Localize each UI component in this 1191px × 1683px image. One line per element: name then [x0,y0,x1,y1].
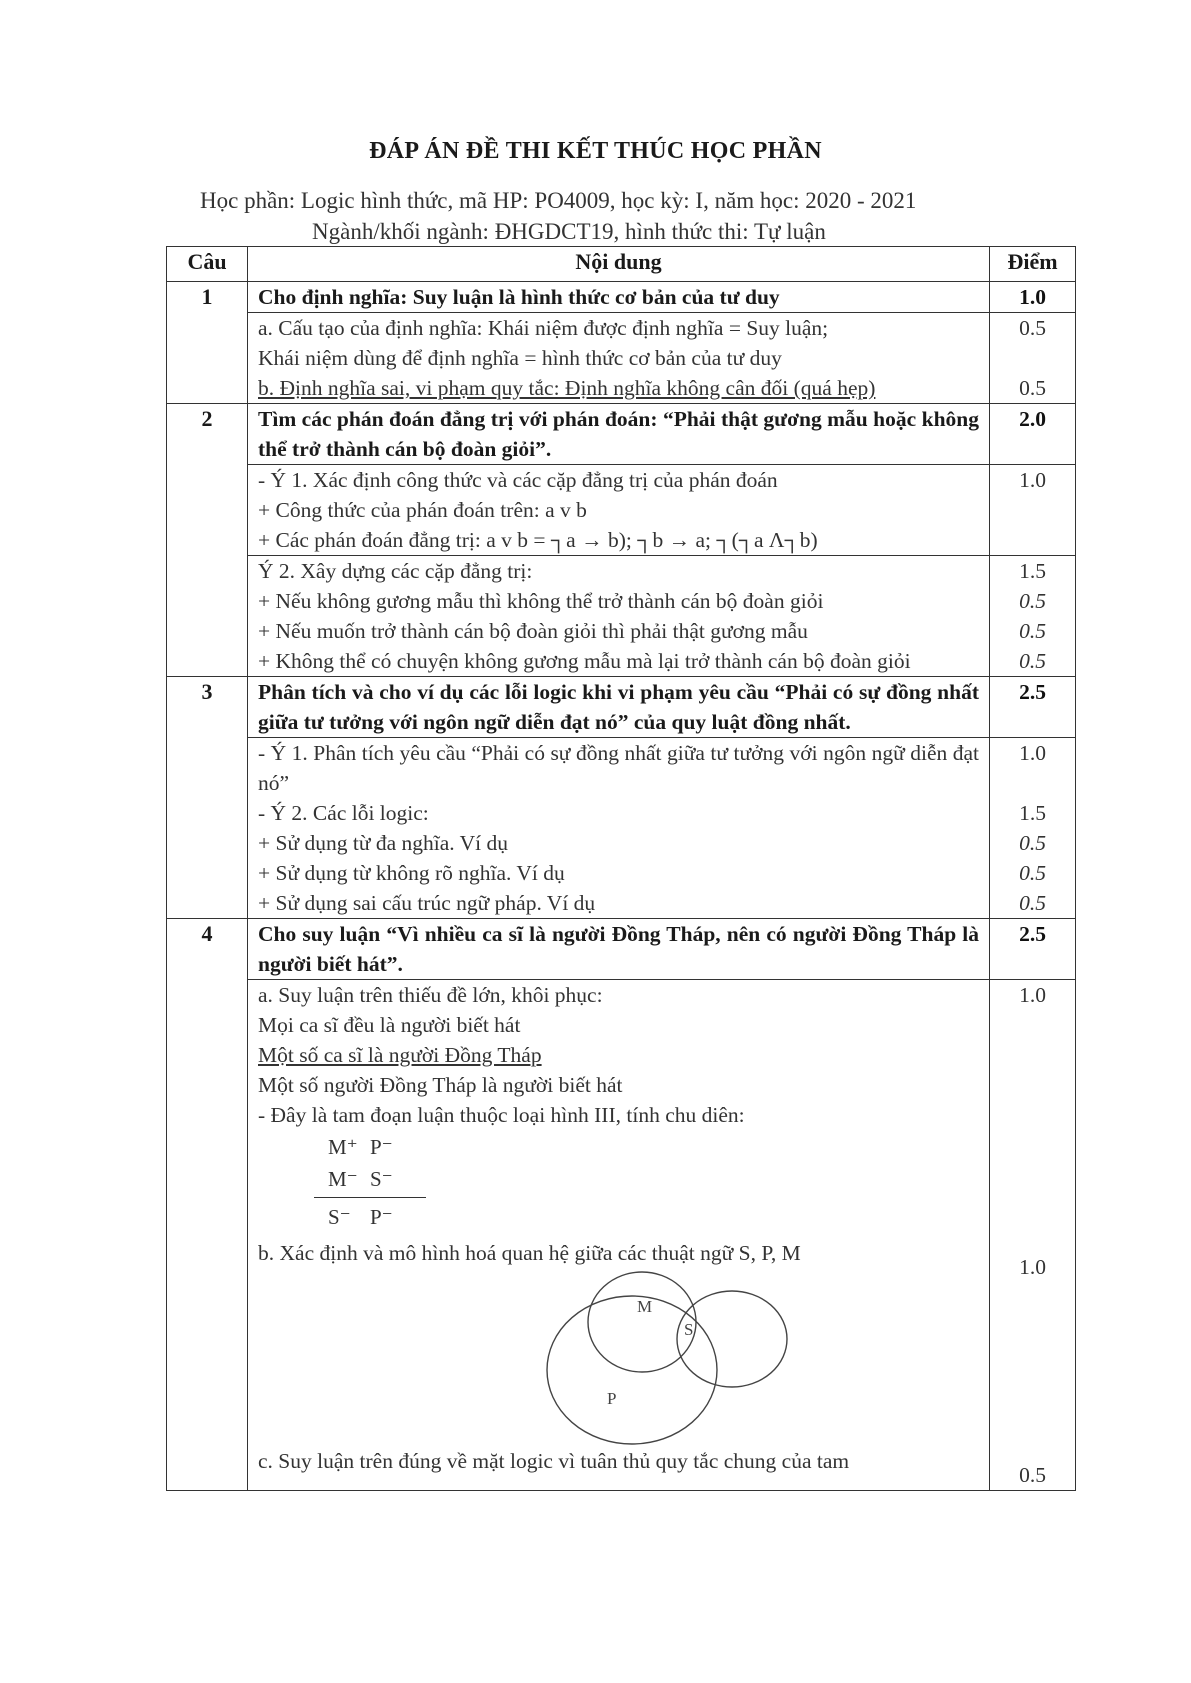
q4-a-line-1: a. Suy luận trên thiếu đề lớn, khôi phục: [258,983,603,1007]
q2-part2-point-2: 0.5 [1019,619,1046,643]
syl-row2-term1: M⁻ [328,1167,358,1191]
q2-prompt-points: 2.0 [990,404,1076,465]
q3-prompt: Phân tích và cho ví dụ các lỗi logic khi vi phạm yêu cầu “Phải có sự đồng nhất giữa tư tưởng với ngôn ngữ diễn đạt nó” của quy luật đồng nhất. [248,677,990,738]
q2-part1-formula: + Các phán đoán đẳng trị: a v b = ┐a → b); ┐b → a; ┐(┐a Λ┐b) [258,528,818,552]
q3-point-1: 1.0 [1019,741,1046,765]
q2-part2-line1: Ý 2. Xây dựng các cặp đẳng trị: [258,559,533,583]
q1-number: 1 [167,282,248,404]
q2-part2-line3: + Nếu muốn trở thành cán bộ đoàn giỏi thì phải thật gương mẫu [258,619,808,643]
q4-points [990,980,1076,1491]
q4-answer [248,980,990,1491]
q2-prompt: Tìm các phán đoán đẳng trị với phán đoán: “Phải thật gương mẫu hoặc không thể trở thành cán bộ đoàn giỏi”. [248,404,990,465]
page-title: ĐÁP ÁN ĐỀ THI KẾT THÚC HỌC PHẦN [369,138,822,164]
venn-circle-p [547,1296,717,1444]
q2-part2-point-1: 0.5 [1019,589,1046,613]
q1-prompt-row [167,282,1076,313]
q4-prompt-points: 2.5 [990,919,1076,980]
q4-point-b: 1.0 [1019,1255,1046,1279]
q4-a-line-4: Một số người Đồng Tháp là người biết hát [258,1073,623,1097]
q3-answer-row [167,738,1076,919]
syl-row1-term1: M⁺ [328,1135,358,1159]
q1-line-b: b. Định nghĩa sai, vi phạm quy tắc: Định nghĩa không cân đối (quá hẹp) [258,376,876,400]
q4-a-line-2: Mọi ca sĩ đều là người biết hát [258,1013,521,1037]
header-question: Câu [167,247,248,282]
q4-point-a: 1.0 [1019,983,1046,1007]
q3-line-3: + Sử dụng từ đa nghĩa. Ví dụ [258,831,509,855]
q4-b-line: b. Xác định và mô hình hoá quan hệ giữa các thuật ngữ S, P, M [258,1241,801,1265]
q2-number: 2 [167,404,248,677]
program-info: Ngành/khối ngành: ĐHGDCT19, hình thức thi: Tự luận [312,219,826,244]
q3-point-2: 1.5 [1019,801,1046,825]
q4-prompt-row [167,919,1076,980]
q3-prompt-row [167,677,1076,738]
q3-point-5: 0.5 [1019,891,1046,915]
q4-answer-row [167,980,1076,1491]
q2-part2-row [167,556,1076,677]
q3-point-4: 0.5 [1019,861,1046,885]
q2-part1-points: 1.0 [990,465,1076,556]
answer-table [166,246,1076,1491]
q3-line-5: + Sử dụng sai cấu trúc ngữ pháp. Ví dụ [258,891,596,915]
q4-a-line-5: - Đây là tam đoạn luận thuộc loại hình III, tính chu diên: [258,1103,745,1127]
syl-row1-term2: P⁻ [370,1135,393,1159]
q4-prompt: Cho suy luận “Vì nhiều ca sĩ là người Đồng Tháp, nên có người Đồng Tháp là người biết hát”. [248,919,990,980]
header-content: Nội dung [248,247,990,282]
header-points: Điểm [990,247,1076,282]
q4-point-c: 0.5 [1019,1463,1046,1487]
venn-label-p: P [607,1389,617,1408]
q3-answer [248,738,990,919]
q3-point-3: 0.5 [1019,831,1046,855]
q1-answer-row [167,313,1076,404]
venn-diagram [543,1268,803,1446]
syllogism-distribution [258,1130,979,1238]
q2-part2 [248,556,990,677]
q2-part1-line1: - Ý 1. Xác định công thức và các cặp đẳng trị của phán đoán [258,468,778,492]
q2-part2-points [990,556,1076,677]
q2-part1-row [167,465,1076,556]
q1-points [990,313,1076,404]
q1-prompt-points: 1.0 [990,282,1076,313]
q2-prompt-row [167,404,1076,465]
syl-conclusion-bar [314,1197,426,1198]
q1-line-a2: Khái niệm dùng để định nghĩa = hình thức cơ bản của tư duy [258,346,782,370]
q2-part2-line4: + Không thể có chuyện không gương mẫu mà lại trở thành cán bộ đoàn giỏi [258,649,911,673]
q3-line-2: - Ý 2. Các lỗi logic: [258,801,429,825]
q4-c-line: c. Suy luận trên đúng về mặt logic vì tuân thủ quy tắc chung của tam [258,1449,850,1473]
table-header-row [167,247,1076,282]
q2-part2-point-3: 0.5 [1019,649,1046,673]
venn-label-s: S [684,1320,694,1339]
q1-line-a: a. Cấu tạo của định nghĩa: Khái niệm được định nghĩa = Suy luận; [258,316,829,340]
syl-row3-term1: S⁻ [328,1205,351,1229]
q1-answer [248,313,990,404]
q2-part1-line2: + Công thức của phán đoán trên: a v b [258,498,587,522]
q2-part2-point-total: 1.5 [1019,559,1046,583]
venn-label-m: M [637,1297,653,1316]
q3-line-4: + Sử dụng từ không rõ nghĩa. Ví dụ [258,861,565,885]
syl-row2-term2: S⁻ [370,1167,393,1191]
q3-number: 3 [167,677,248,919]
course-info: Học phần: Logic hình thức, mã HP: PO4009, học kỳ: I, năm học: 2020 - 2021 [200,188,917,213]
q1-point-a: 0.5 [1019,316,1046,340]
q1-point-b: 0.5 [1019,376,1046,400]
q4-number: 4 [167,919,248,1491]
q2-part1 [248,465,990,556]
syl-row3-term2: P⁻ [370,1205,393,1229]
q3-prompt-points: 2.5 [990,677,1076,738]
q1-prompt: Cho định nghĩa: Suy luận là hình thức cơ bản của tư duy [248,282,990,313]
q3-line-1: - Ý 1. Phân tích yêu cầu “Phải có sự đồng nhất giữa tư tưởng với ngôn ngữ diễn đạt nó” [258,741,979,795]
q3-points [990,738,1076,919]
q4-a-line-3: Một số ca sĩ là người Đồng Tháp [258,1043,542,1067]
q2-part2-line2: + Nếu không gương mẫu thì không thể trở thành cán bộ đoàn giỏi [258,589,824,613]
